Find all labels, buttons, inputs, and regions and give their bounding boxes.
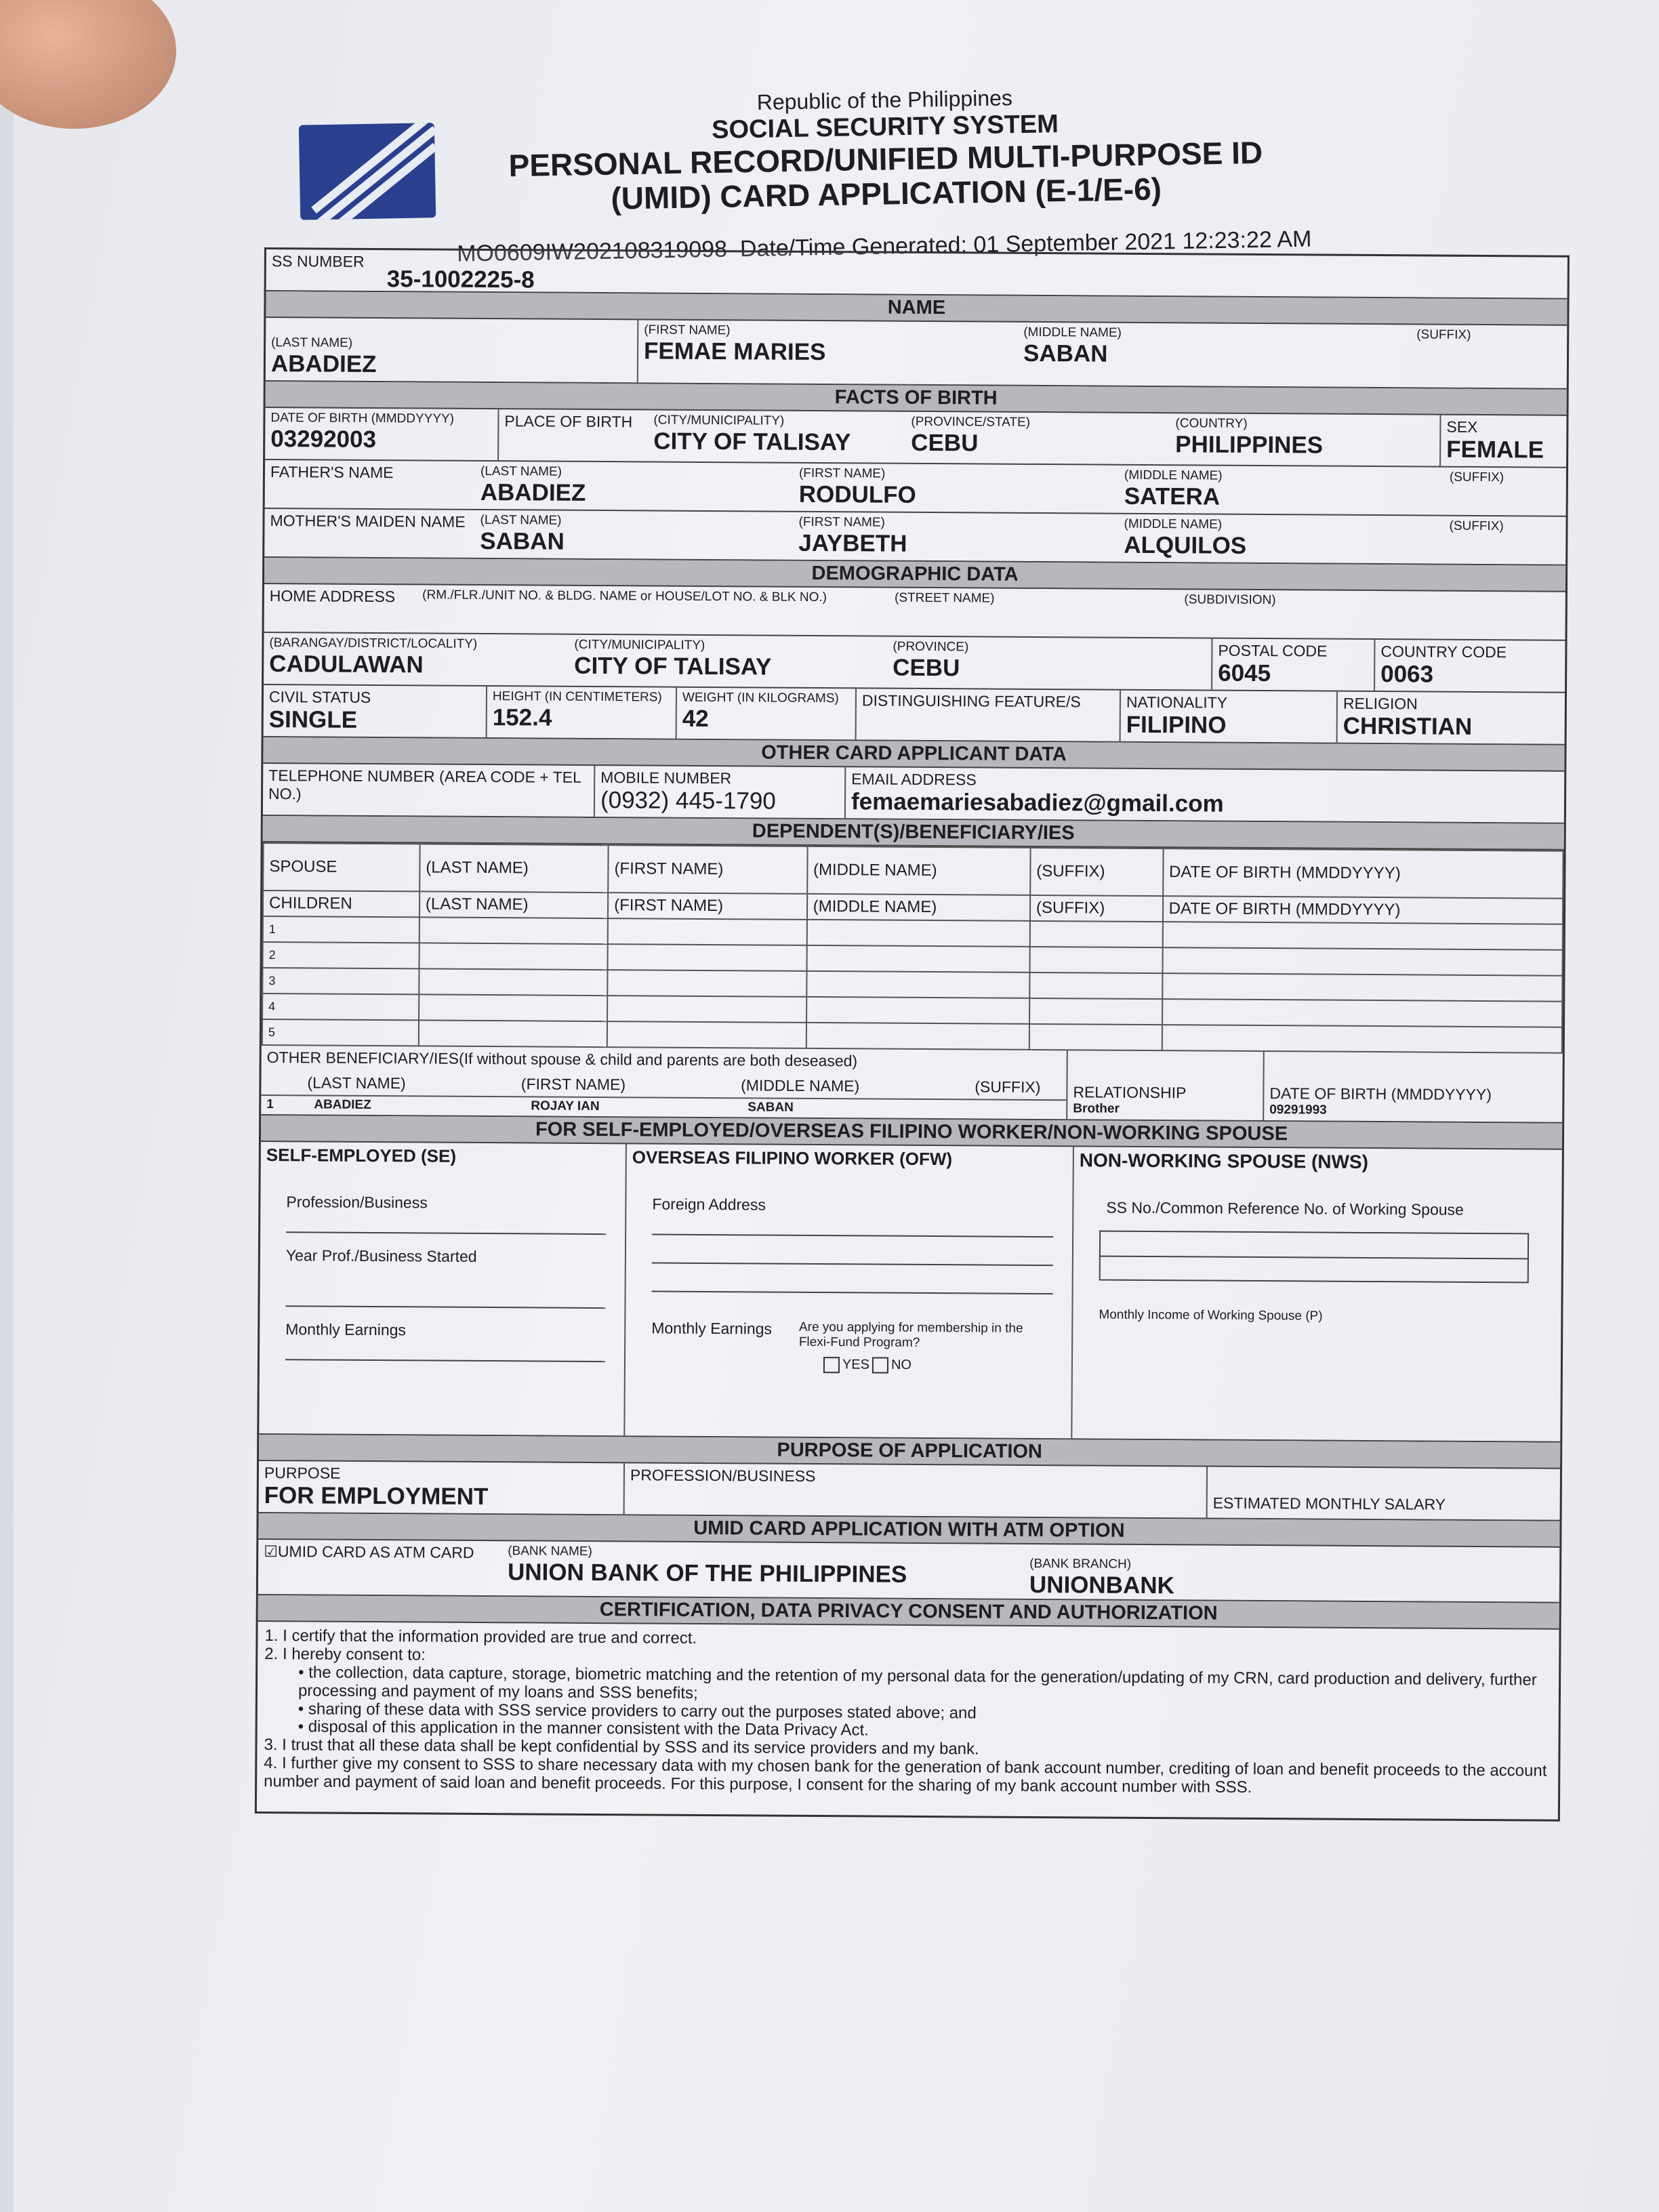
civil-status: SINGLE bbox=[268, 706, 358, 733]
label: (FIRST NAME) bbox=[798, 514, 885, 530]
atm-checkbox[interactable]: ☑ bbox=[264, 1542, 278, 1561]
label: Foreign Address bbox=[652, 1195, 766, 1214]
label: CIVIL STATUS bbox=[268, 688, 371, 706]
label: (PROVINCE/STATE) bbox=[911, 414, 1031, 430]
section-dependents: DEPENDENT(S)/BENEFICIARY/IES bbox=[263, 816, 1564, 851]
label: Year Prof./Business Started bbox=[285, 1246, 477, 1265]
label: (SUFFIX) bbox=[1030, 895, 1163, 922]
label: DATE OF BIRTH (MMDDYYYY) bbox=[1163, 896, 1563, 924]
country-code: 0063 bbox=[1380, 661, 1434, 688]
label: (LAST NAME) bbox=[307, 1073, 406, 1092]
beneficiary-no: 1 bbox=[266, 1097, 274, 1112]
cert-item: • sharing of these data with SSS service providers to carry out the purposes stated above; and bbox=[298, 1699, 977, 1722]
label: (FIRST NAME) bbox=[608, 845, 807, 894]
ss-label: SS NUMBER bbox=[271, 252, 365, 270]
label: (FIRST NAME) bbox=[798, 466, 886, 481]
label: (STREET NAME) bbox=[894, 590, 995, 606]
label: NO bbox=[890, 1357, 912, 1373]
last-name: ABADIEZ bbox=[270, 350, 377, 378]
label: WEIGHT (IN KILOGRAMS) bbox=[682, 690, 839, 706]
label: (MIDDLE NAME) bbox=[1124, 468, 1223, 483]
first-name: FEMAE MARIES bbox=[643, 337, 826, 366]
birth-province: CEBU bbox=[911, 429, 979, 457]
address-city: CITY OF TALISAY bbox=[574, 652, 772, 680]
form-title-1: PERSONAL RECORD/UNIFIED MULTI-PURPOSE ID bbox=[508, 134, 1263, 184]
beneficiary-dob: 09291993 bbox=[1269, 1103, 1327, 1118]
label: HEIGHT (IN CENTIMETERS) bbox=[492, 689, 662, 705]
bank-branch: UNIONBANK bbox=[1029, 1571, 1174, 1599]
label: (PROVINCE) bbox=[893, 639, 969, 655]
label: (MIDDLE NAME) bbox=[1023, 325, 1122, 340]
label: ESTIMATED MONTHLY SALARY bbox=[1212, 1494, 1446, 1513]
purpose-value: FOR EMPLOYMENT bbox=[264, 1482, 489, 1511]
cert-item: 1. I certify that the information provided are true and correct. bbox=[264, 1626, 697, 1647]
label: (RM./FLR./UNIT NO. & BLDG. NAME or HOUSE/LOT NO. & BLK NO.) bbox=[422, 588, 827, 605]
label: PURPOSE bbox=[264, 1464, 341, 1482]
label: (FIRST NAME) bbox=[520, 1075, 626, 1094]
label: PROFESSION/BUSINESS bbox=[630, 1466, 816, 1486]
label: DISTINGUISHING FEATURE/S bbox=[861, 691, 1081, 711]
form-title-2: (UMID) CARD APPLICATION (E-1/E-6) bbox=[610, 171, 1162, 216]
section-name: NAME bbox=[266, 291, 1567, 326]
label: OTHER BENEFICIARY/IES(If without spouse & child and parents are both deseased) bbox=[266, 1048, 858, 1070]
reference-number: MO0609IW202108319098 bbox=[456, 236, 728, 267]
label: (MIDDLE NAME) bbox=[807, 846, 1031, 895]
mother-last: SABAN bbox=[480, 527, 565, 555]
label: (SUBDIVISION) bbox=[1184, 592, 1276, 608]
label: (SUFFIX) bbox=[1416, 327, 1471, 342]
child-row-number: 3 bbox=[262, 968, 419, 994]
label: DATE OF BIRTH (MMDDYYYY) bbox=[1269, 1084, 1492, 1104]
label: (BANK BRANCH) bbox=[1029, 1556, 1132, 1572]
child-row-number: 2 bbox=[263, 942, 419, 968]
mobile-number: (0932) 445-1790 bbox=[600, 787, 776, 815]
beneficiary-first: ROJAY IAN bbox=[531, 1099, 600, 1114]
label: PLACE OF BIRTH bbox=[504, 412, 633, 431]
label: (LAST NAME) bbox=[480, 512, 562, 528]
address-province: CEBU bbox=[893, 654, 960, 682]
label: Are you applying for membership in the Flexi-Fund Program? bbox=[798, 1319, 1023, 1350]
sex: FEMALE bbox=[1446, 436, 1544, 464]
label: CHILDREN bbox=[263, 890, 419, 917]
label: SELF-EMPLOYED (SE) bbox=[266, 1145, 457, 1166]
label: MOBILE NUMBER bbox=[600, 769, 732, 787]
label: (FIRST NAME) bbox=[608, 893, 807, 920]
label: (SUFFIX) bbox=[1030, 848, 1163, 896]
label: (MIDDLE NAME) bbox=[1124, 516, 1223, 532]
generated-date: Date/Time Generated: 01 September 2021 12:23:22 AM bbox=[739, 226, 1312, 262]
label: DATE OF BIRTH (MMDDYYYY) bbox=[270, 411, 455, 426]
child-row-number: 4 bbox=[262, 994, 419, 1020]
child-row-number: 1 bbox=[263, 916, 419, 943]
label: (CITY/MUNICIPALITY) bbox=[653, 413, 785, 428]
section-self-employed: FOR SELF-EMPLOYED/OVERSEAS FILIPINO WORKER/NON-WORKING SPOUSE bbox=[261, 1115, 1562, 1150]
label: DATE OF BIRTH (MMDDYYYY) bbox=[1163, 848, 1563, 899]
birth-city: CITY OF TALISAY bbox=[653, 428, 851, 456]
ss-number-field[interactable] bbox=[1099, 1231, 1529, 1284]
height: 152.4 bbox=[492, 704, 552, 731]
label: TELEPHONE NUMBER (AREA CODE + TEL NO.) bbox=[268, 766, 581, 803]
label: UMID CARD AS ATM CARD bbox=[277, 1542, 474, 1561]
section-demographic: DEMOGRAPHIC DATA bbox=[264, 558, 1565, 592]
email: femaemariesabadiez@gmail.com bbox=[851, 788, 1224, 817]
cert-item: • disposal of this application in the manner consistent with the Data Privacy Act. bbox=[298, 1717, 869, 1740]
label: Monthly Income of Working Spouse (P) bbox=[1099, 1307, 1323, 1324]
paper-sheet bbox=[14, 0, 1659, 2212]
label: Profession/Business bbox=[286, 1193, 428, 1212]
bank-name: UNION BANK OF THE PHILIPPINES bbox=[507, 1559, 907, 1588]
section-certification: CERTIFICATION, DATA PRIVACY CONSENT AND AUTHORIZATION bbox=[258, 1595, 1559, 1630]
label: (CITY/MUNICIPALITY) bbox=[574, 637, 705, 653]
label: (SUFFIX) bbox=[975, 1078, 1041, 1097]
label: NATIONALITY bbox=[1126, 693, 1228, 712]
label: (BARANGAY/DISTRICT/LOCALITY) bbox=[269, 636, 478, 651]
date-of-birth: 03292003 bbox=[270, 426, 377, 453]
cert-item: • the collection, data capture, storage, biometric matching and the retention of my personal data for the generation/updating of my CRN, card production and delivery, further processing and payment of my loans and SSS benefits; bbox=[298, 1663, 1537, 1702]
label: YES bbox=[842, 1357, 870, 1372]
label: (FIRST NAME) bbox=[644, 323, 731, 338]
religion: CHRISTIAN bbox=[1343, 712, 1473, 740]
label: (LAST NAME) bbox=[419, 844, 609, 893]
section-atm: UMID CARD APPLICATION WITH ATM OPTION bbox=[258, 1513, 1559, 1548]
label: SPOUSE bbox=[263, 843, 419, 891]
yes-checkbox[interactable] bbox=[823, 1357, 840, 1373]
cert-item: 2. I hereby consent to: bbox=[264, 1644, 426, 1664]
label: NON-WORKING SPOUSE (NWS) bbox=[1079, 1149, 1369, 1172]
label: FATHER'S NAME bbox=[270, 463, 394, 482]
republic: Republic of the Philippines bbox=[756, 85, 1013, 115]
father-last: ABADIEZ bbox=[480, 478, 586, 506]
label: (LAST NAME) bbox=[480, 464, 562, 479]
section-birth: FACTS OF BIRTH bbox=[266, 382, 1567, 416]
sss-logo bbox=[299, 123, 436, 220]
label: SEX bbox=[1446, 417, 1478, 436]
cert-item: 3. I trust that all these data shall be kept confidential by SSS and its service providers and my bank. bbox=[264, 1736, 979, 1759]
label: Monthly Earnings bbox=[285, 1320, 407, 1339]
label: HOME ADDRESS bbox=[269, 587, 396, 606]
label: (MIDDLE NAME) bbox=[741, 1076, 860, 1095]
certification-text bbox=[257, 1622, 1559, 1820]
label: RELATIONSHIP bbox=[1073, 1083, 1187, 1102]
thumb bbox=[0, 0, 176, 129]
label: POSTAL CODE bbox=[1218, 641, 1328, 660]
label: (SUFFIX) bbox=[1449, 470, 1504, 485]
father-first: RODULFO bbox=[798, 480, 916, 508]
child-row-number: 5 bbox=[262, 1019, 419, 1046]
label: OVERSEAS FILIPINO WORKER (OFW) bbox=[632, 1147, 953, 1170]
label: COUNTRY CODE bbox=[1380, 642, 1507, 661]
label: (COUNTRY) bbox=[1175, 416, 1248, 431]
label: SS No./Common Reference No. of Working Spouse bbox=[1106, 1198, 1464, 1218]
label: EMAIL ADDRESS bbox=[851, 770, 977, 789]
no-checkbox[interactable] bbox=[872, 1357, 888, 1374]
label: (LAST NAME) bbox=[271, 335, 353, 350]
section-other: OTHER CARD APPLICANT DATA bbox=[263, 737, 1564, 772]
birth-country: PHILIPPINES bbox=[1175, 431, 1324, 459]
label: RELIGION bbox=[1343, 694, 1418, 713]
nationality: FILIPINO bbox=[1126, 711, 1227, 739]
label: (SUFFIX) bbox=[1449, 518, 1504, 534]
beneficiary-relationship: Brother bbox=[1073, 1101, 1120, 1116]
ss-number: 35-1002225-8 bbox=[386, 266, 535, 293]
agency: SOCIAL SECURITY SYSTEM bbox=[711, 110, 1059, 145]
section-purpose: PURPOSE OF APPLICATION bbox=[259, 1435, 1560, 1469]
dependents-table bbox=[262, 842, 1564, 1054]
middle-name: SABAN bbox=[1023, 340, 1108, 367]
father-middle: SATERA bbox=[1124, 483, 1221, 510]
barangay: CADULAWAN bbox=[269, 651, 424, 678]
label: (BANK NAME) bbox=[508, 1544, 592, 1559]
mother-first: JAYBETH bbox=[798, 529, 907, 557]
beneficiary-last: ABADIEZ bbox=[314, 1097, 371, 1112]
label: (LAST NAME) bbox=[419, 891, 608, 918]
postal-code: 6045 bbox=[1218, 659, 1271, 687]
weight: 42 bbox=[682, 705, 709, 733]
label: Monthly Earnings bbox=[651, 1319, 773, 1338]
label: MOTHER'S MAIDEN NAME bbox=[270, 512, 466, 531]
beneficiary-middle: SABAN bbox=[747, 1100, 794, 1115]
mother-middle: ALQUILOS bbox=[1124, 531, 1247, 559]
umid-form bbox=[255, 247, 1570, 1822]
label: (MIDDLE NAME) bbox=[807, 894, 1030, 921]
cert-item: 4. I further give my consent to SSS to share necessary data with my chosen bank for the generation of bank account number, crediting of loan and benefit proceeds to the account number and payment of said loan and benefit proceeds. For this purpose, I consent for the sharing of my bank account number with SSS. bbox=[264, 1754, 1547, 1797]
